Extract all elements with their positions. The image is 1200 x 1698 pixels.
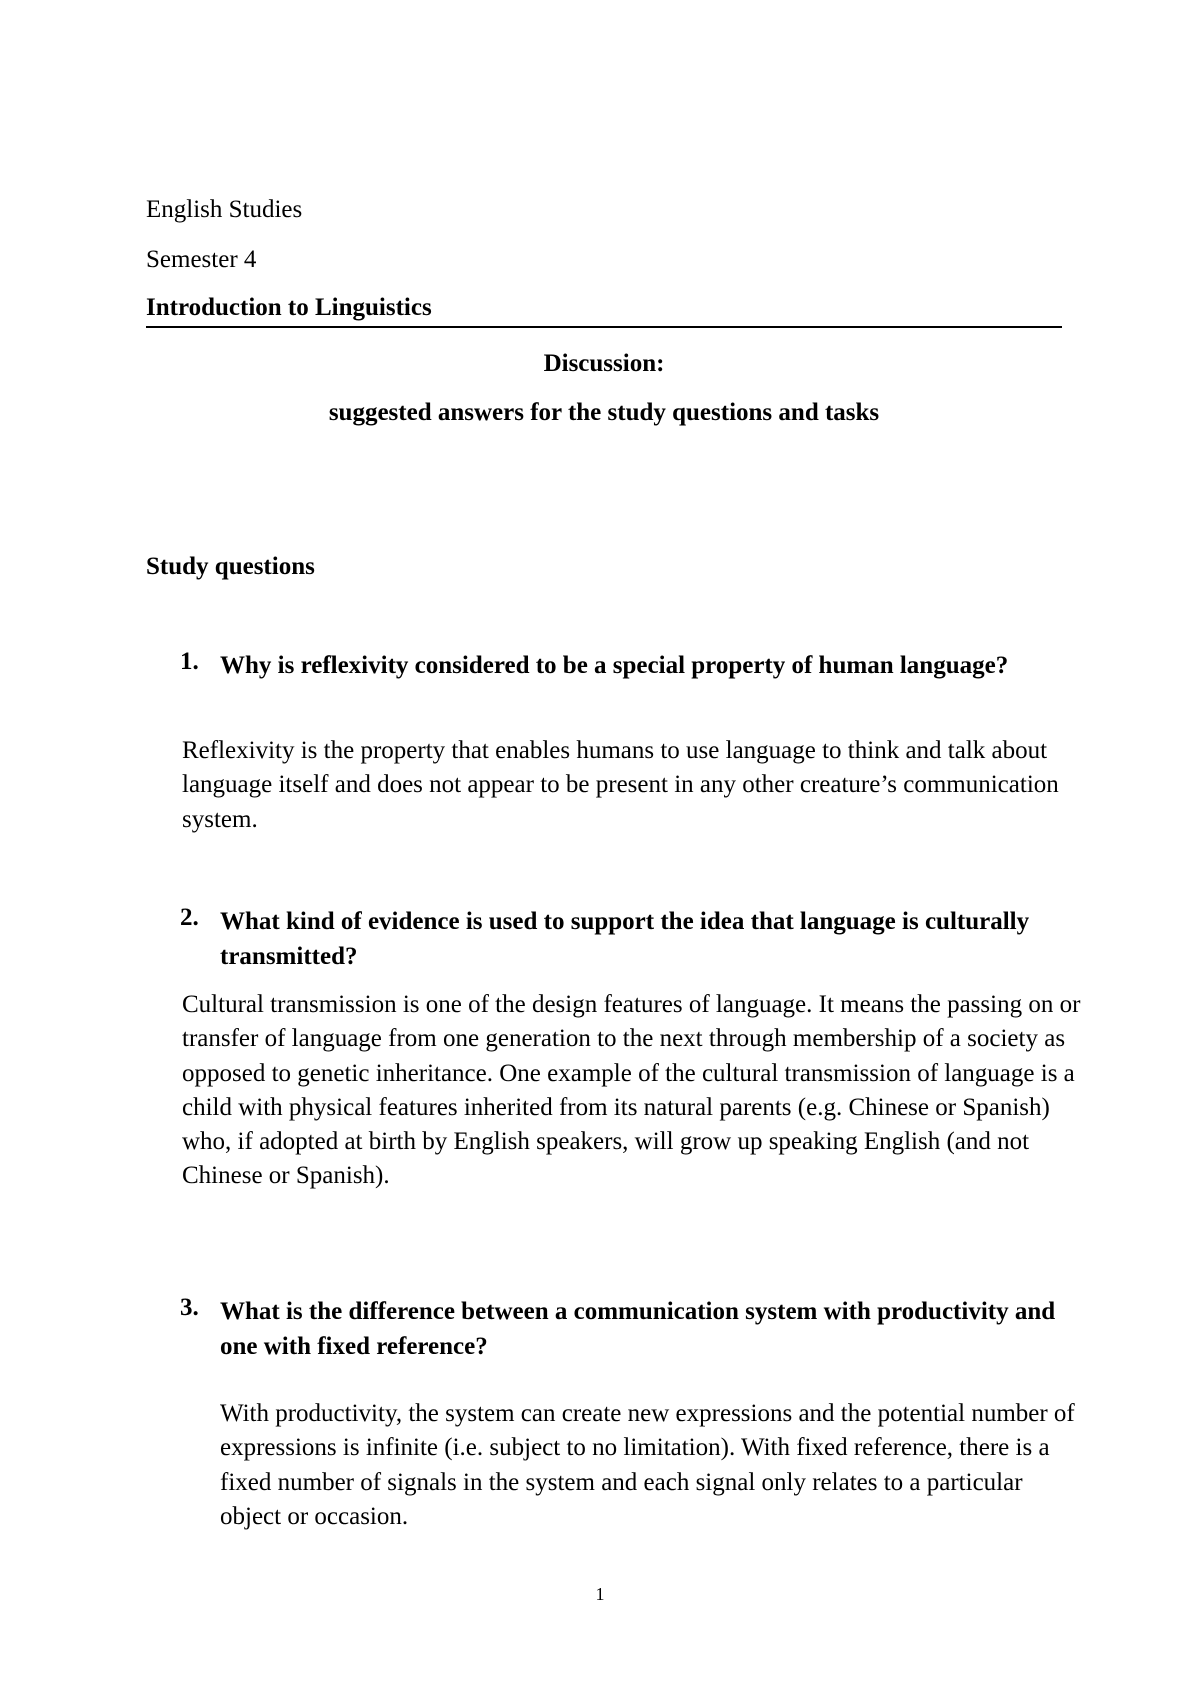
question-text: What kind of evidence is used to support the idea that language is culturally transmitted?	[220, 908, 1030, 970]
program-label: English Studies	[146, 196, 303, 223]
question-text: What is the difference between a communication system with productivity and one with fixed reference?	[220, 1298, 1056, 1360]
page-number: 1	[595, 1584, 605, 1604]
question-number: 3.	[180, 1294, 199, 1321]
question-text: Why is reflexivity considered to be a special property of human language?	[220, 652, 1009, 679]
answer-text: Reflexivity is the property that enables humans to use language to think and talk about language itself and does not appear to be present in any other creature’s communication system.	[182, 737, 1059, 833]
answer-text: With productivity, the system can create new expressions and the potential number of expressions is infinite (i.e. subject to no limitation). With fixed reference, there is a fixed number of signals in the system and each signal only relates to a particular object or occasion.	[220, 1400, 1075, 1530]
discussion-title: Discussion:	[543, 350, 665, 377]
section-heading: Study questions	[146, 553, 315, 580]
header-rule	[146, 326, 1062, 328]
question-number: 1.	[180, 648, 199, 675]
question-number: 2.	[180, 904, 199, 931]
semester-label: Semester 4	[146, 246, 257, 273]
discussion-subtitle: suggested answers for the study questions and tasks	[328, 399, 880, 426]
answer-text: Cultural transmission is one of the design features of language. It means the passing on or transfer of language from one generation to the next through membership of a society as opposed to genetic inheritance. One example of the cultural transmission of language is a child with physical features inherited from its natural parents (e.g. Chinese or Spanish) who, if adopted at birth by English speakers, will grow up speaking English (and not Chinese or Spanish).	[182, 991, 1081, 1190]
course-title: Introduction to Linguistics	[146, 294, 432, 321]
